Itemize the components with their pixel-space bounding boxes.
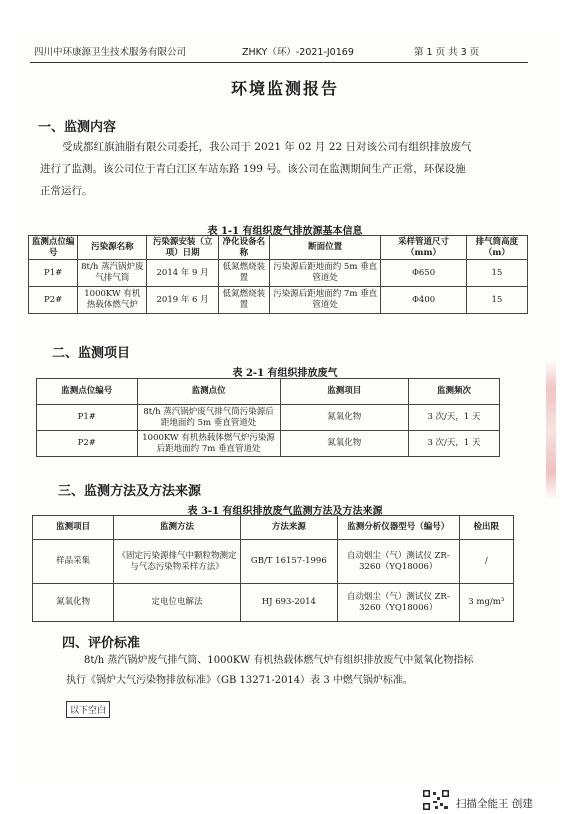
table-cell: 氮氧化物 bbox=[33, 584, 114, 622]
table-header: 净化设备名称 bbox=[218, 236, 269, 260]
table-cell: 3 次/天，1 天 bbox=[408, 405, 499, 431]
table-cell: GB/T 16157-1996 bbox=[240, 540, 337, 584]
table-row bbox=[37, 405, 500, 431]
standard-line-1: 8t/h 蒸汽锅炉废气排气筒、1000KW 有机热载体燃气炉有组织排放废气中氮氧化物指标 bbox=[84, 655, 474, 666]
table-cell: 2014 年 9 月 bbox=[147, 260, 218, 287]
table-cell: P1# bbox=[29, 260, 78, 287]
header-company: 四川中环康源卫生技术服务有限公司 bbox=[34, 47, 187, 58]
table-row bbox=[33, 584, 514, 622]
intro-line-2: 进行了监测。该公司位于青白江区车站东路 199 号。该公司在监测期间生产正常，环保设施 bbox=[40, 163, 466, 175]
table-header: 检出限 bbox=[459, 516, 513, 540]
table-cell: 自动烟尘（气）测试仪 ZR-3260（YQ18006） bbox=[338, 584, 459, 622]
table-cell: 污染源后距地面约 5m 垂直管道处 bbox=[269, 260, 380, 287]
table-cell: P2# bbox=[29, 287, 78, 314]
section-heading-methods: 三、监测方法及方法来源 bbox=[58, 484, 202, 499]
report-title: 环境监测报告 bbox=[230, 79, 339, 98]
table-row bbox=[33, 540, 514, 584]
table-header: 污染源安装（立项）日期 bbox=[147, 236, 218, 260]
table-header: 监测项目 bbox=[280, 379, 408, 405]
table-header: 监测频次 bbox=[408, 379, 499, 405]
table-header: 断面位置 bbox=[269, 236, 380, 260]
table2-caption: 表 2-1 有组织排放废气 bbox=[232, 368, 338, 379]
table-cell: 1000KW 有机热载体燃气炉 bbox=[78, 287, 147, 314]
table-cell: 样品采集 bbox=[33, 540, 114, 584]
stamp-edge bbox=[546, 360, 556, 500]
table-cell: HJ 693-2014 bbox=[240, 584, 337, 622]
table-header: 监测点位编号 bbox=[29, 236, 78, 260]
table-header: 监测分析仪器型号（编号） bbox=[338, 516, 459, 540]
table-header: 采样管道尺寸（mm） bbox=[381, 236, 466, 260]
methods-table bbox=[32, 515, 514, 622]
table-cell: / bbox=[459, 540, 513, 584]
table-cell: 3 mg/m³ bbox=[459, 584, 513, 622]
table-cell: 氮氧化物 bbox=[280, 431, 408, 457]
header-page-number: 第 1 页 共 3 页 bbox=[414, 47, 480, 58]
table-cell: 1000KW 有机热载体燃气炉污染源后距地面约 7m 垂直管道处 bbox=[137, 431, 280, 457]
table-cell: Φ400 bbox=[381, 287, 466, 314]
table-cell: P1# bbox=[37, 405, 138, 431]
table-header: 污染源名称 bbox=[78, 236, 147, 260]
qr-code-icon bbox=[422, 789, 450, 811]
table-cell: 3 次/天，1 天 bbox=[408, 431, 499, 457]
table-row bbox=[37, 431, 500, 457]
section-heading-content: 一、监测内容 bbox=[38, 120, 117, 135]
blank-below-note: 以下空白 bbox=[66, 701, 110, 718]
table-cell: 15 bbox=[466, 287, 527, 314]
intro-line-3: 正常运行。 bbox=[40, 185, 93, 197]
table-cell: 2019 年 6 月 bbox=[147, 287, 218, 314]
table-cell: 低氮燃烧装置 bbox=[218, 260, 269, 287]
table-header: 方法来源 bbox=[240, 516, 337, 540]
table-header: 监测点位 bbox=[137, 379, 280, 405]
intro-line-1: 受成都红旗油脂有限公司委托，我公司于 2021 年 02 月 22 日对该公司有组织排放废气 bbox=[62, 141, 472, 153]
table-header: 监测项目 bbox=[33, 516, 114, 540]
emission-source-table bbox=[28, 235, 528, 314]
table-header: 监测方法 bbox=[114, 516, 240, 540]
table-cell: 低氮燃烧装置 bbox=[218, 287, 269, 314]
table-cell: Φ650 bbox=[381, 260, 466, 287]
table-header: 排气筒高度（m） bbox=[466, 236, 527, 260]
table-header: 监测点位编号 bbox=[37, 379, 138, 405]
table-row bbox=[29, 287, 528, 314]
header-report-code: ZHKY（环）-2021-J0169 bbox=[242, 47, 354, 58]
standard-line-2: 执行《锅炉大气污染物排放标准》（GB 13271-2014）表 3 中燃气锅炉标准。 bbox=[66, 675, 413, 686]
table-cell: 氮氧化物 bbox=[280, 405, 408, 431]
table-cell: 《固定污染源排气中颗粒物测定与气态污染物采样方法》 bbox=[114, 540, 240, 584]
table-cell: 污染源后距地面约 7m 垂直管道处 bbox=[269, 287, 380, 314]
header-divider bbox=[30, 62, 528, 63]
table-cell: 8t/h 蒸汽锅炉废气排气筒 bbox=[78, 260, 147, 287]
table-cell: 定电位电解法 bbox=[114, 584, 240, 622]
section-heading-items: 二、监测项目 bbox=[52, 346, 131, 361]
table-cell: 8t/h 蒸汽锅炉废气排气筒污染源后距地面约 5m 垂直管道处 bbox=[137, 405, 280, 431]
monitoring-items-table bbox=[36, 378, 500, 457]
table-cell: P2# bbox=[37, 431, 138, 457]
table-cell: 自动烟尘（气）测试仪 ZR-3260（YQ18006） bbox=[338, 540, 459, 584]
table3-caption: 表 3-1 有组织排放废气监测方法及方法来源 bbox=[187, 506, 383, 517]
scanner-footer: 扫描全能王 创建 bbox=[456, 798, 533, 810]
table-cell: 15 bbox=[466, 260, 527, 287]
section-heading-standard: 四、评价标准 bbox=[62, 636, 141, 651]
table1-caption: 表 1-1 有组织废气排放源基本信息 bbox=[207, 226, 363, 237]
table-row bbox=[29, 260, 528, 287]
